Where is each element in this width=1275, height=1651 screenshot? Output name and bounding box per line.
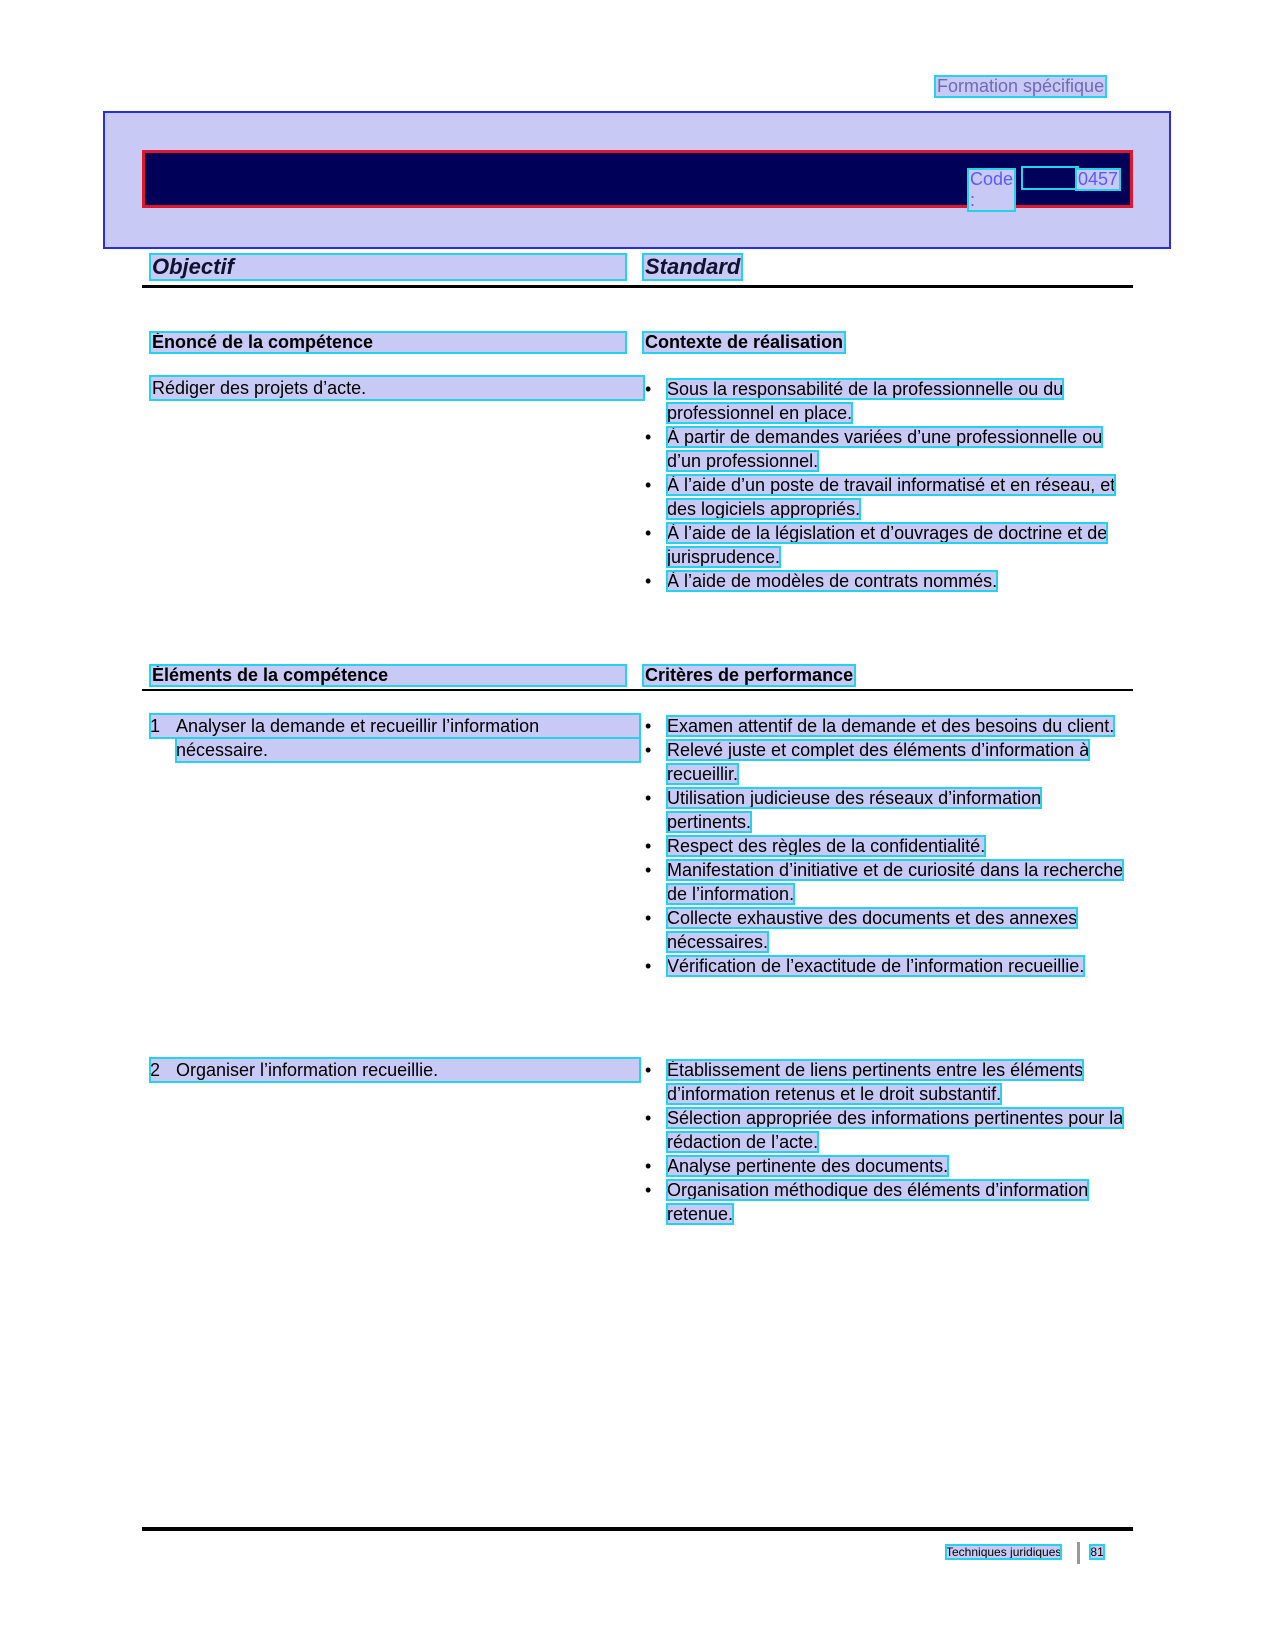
footer-divider xyxy=(142,1527,1133,1531)
list-item: • À l’aide de modèles de contrats nommés. xyxy=(645,569,1125,593)
code-label: Code : xyxy=(970,169,1014,210)
element-number: 2 xyxy=(150,1060,161,1080)
objective-title: Objectif xyxy=(150,254,626,280)
criteria-list-1 xyxy=(645,714,1125,978)
list-item: • Analyse pertinente des documents. xyxy=(645,1154,1125,1178)
standard-title: Standard xyxy=(645,254,741,279)
list-item: • À l’aide d’un poste de travail informatisé et en réseau, et des logiciels appropriés. xyxy=(645,473,1125,521)
code-value: 0457 xyxy=(1078,169,1119,189)
criteria-heading: Critères de performance xyxy=(645,665,854,685)
list-item: • Utilisation judicieuse des réseaux d’information pertinents. xyxy=(645,786,1125,834)
elements-heading: Éléments de la compétence xyxy=(150,665,626,686)
page-number: 81 xyxy=(1090,1545,1104,1560)
list-item: • Établissement de liens pertinents entre les éléments d’information retenus et le droit substantif. xyxy=(645,1058,1125,1106)
element-1-line2: nécessaire. xyxy=(176,738,640,762)
element-1-line1: 1 Analyser la demande et recueillir l’information xyxy=(150,714,640,738)
elements-divider xyxy=(142,689,1133,691)
statement-heading: Énoncé de la compétence xyxy=(150,332,626,353)
list-item: • Respect des règles de la confidentialité. xyxy=(645,834,1125,858)
list-item: • À l’aide de la législation et d’ouvrages de doctrine et de jurisprudence. xyxy=(645,521,1125,569)
competence-statement: Rédiger des projets d’acte. xyxy=(150,376,644,400)
program-label: Formation spécifique xyxy=(937,76,1105,96)
footer-program-name: Techniques juridiques xyxy=(946,1545,1062,1560)
list-item: • Vérification de l’exactitude de l’information recueillie. xyxy=(645,954,1125,978)
criteria-list-2 xyxy=(645,1058,1125,1226)
element-number: 1 xyxy=(150,716,161,736)
context-heading: Contexte de réalisation xyxy=(645,332,844,352)
list-item: • Sous la responsabilité de la professionnelle ou du professionnel en place. xyxy=(645,377,1125,425)
list-item: • Manifestation d’initiative et de curiosité dans la recherche de l’information. xyxy=(645,858,1125,906)
list-item: • Relevé juste et complet des éléments d’information à recueillir. xyxy=(645,738,1125,786)
list-item: • Organisation méthodique des éléments d’information retenue. xyxy=(645,1178,1125,1226)
footer-separator xyxy=(1077,1542,1080,1564)
section-divider xyxy=(142,285,1133,288)
code-separator xyxy=(1023,168,1077,188)
element-2-line1: 2 Organiser l’information recueillie. xyxy=(150,1058,640,1082)
list-item: • Collecte exhaustive des documents et des annexes nécessaires. xyxy=(645,906,1125,954)
list-item: • Examen attentif de la demande et des besoins du client. xyxy=(645,714,1125,738)
context-list xyxy=(645,377,1125,593)
list-item: • À partir de demandes variées d’une professionnelle ou d’un professionnel. xyxy=(645,425,1125,473)
page-footer xyxy=(946,1542,1104,1564)
list-item: • Sélection appropriée des informations pertinentes pour la rédaction de l’acte. xyxy=(645,1106,1125,1154)
